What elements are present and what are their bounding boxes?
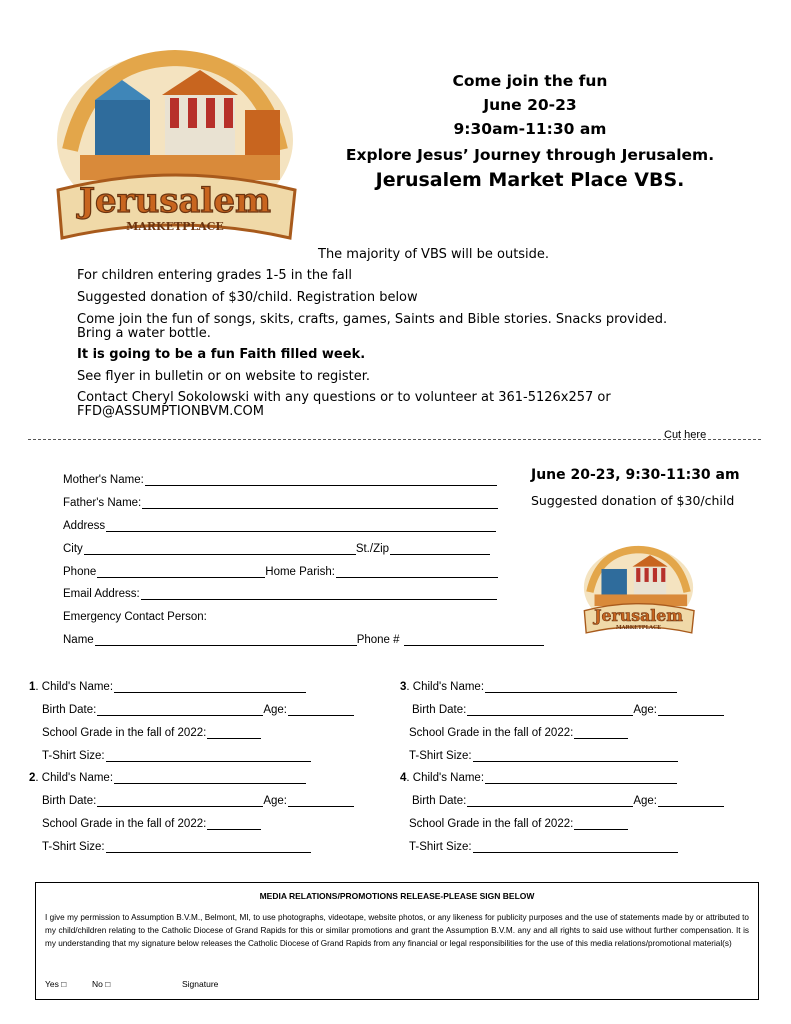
media-signature-label: Signature: [182, 979, 219, 989]
info-contact: Contact Cheryl Sokolowski with any questions or to volunteer at 361-5126x257 or: [77, 390, 611, 405]
child3-birth-label: Birth Date:: [412, 704, 467, 716]
header-line-1: Come join the fun: [452, 72, 608, 90]
child1-grade-field[interactable]: [42, 727, 261, 739]
child3-grade-field[interactable]: [409, 727, 628, 739]
header-title: Jerusalem Market Place VBS.: [375, 169, 685, 191]
side-donation: Suggested donation of $30/child: [531, 493, 735, 508]
media-yes-checkbox[interactable]: Yes □: [45, 979, 67, 989]
father-name-label: Father's Name:: [63, 497, 142, 509]
home-parish-label: Home Parish:: [265, 566, 335, 578]
city-label: City: [63, 543, 83, 555]
child1-name-label: . Child's Name:: [35, 681, 114, 693]
child1-grade-label: School Grade in the fall of 2022:: [42, 727, 207, 739]
child4-tshirt-field[interactable]: [409, 841, 678, 853]
child4-tshirt-label: T-Shirt Size:: [409, 841, 472, 853]
info-water: Bring a water bottle.: [77, 326, 211, 341]
phone-label: Phone: [63, 566, 97, 578]
child3-name-field[interactable]: [400, 681, 677, 693]
child3-tshirt-label: T-Shirt Size:: [409, 750, 472, 762]
info-flyer: See flyer in bulletin or on website to register.: [77, 369, 371, 384]
child2-grade-label: School Grade in the fall of 2022:: [42, 818, 207, 830]
child4-name-field[interactable]: [400, 772, 677, 784]
header-explore: Explore Jesus’ Journey through Jerusalem.: [345, 146, 715, 164]
child1-birth-label: Birth Date:: [42, 704, 97, 716]
child3-age-label: Age:: [633, 704, 657, 716]
side-dates: June 20-23, 9:30-11:30 am: [531, 467, 740, 483]
logo-text-main: Jerusalem: [78, 181, 272, 221]
child2-birth-label: Birth Date:: [42, 795, 97, 807]
child2-tshirt-label: T-Shirt Size:: [42, 841, 105, 853]
child2-name-label: . Child's Name:: [35, 772, 114, 784]
address-label: Address: [63, 520, 106, 532]
child1-tshirt-field[interactable]: [42, 750, 311, 762]
stzip-label: St./Zip: [355, 543, 390, 555]
mother-name-field[interactable]: [63, 474, 497, 486]
info-donation: Suggested donation of $30/child. Registration below: [77, 290, 418, 305]
child2-name-field[interactable]: [29, 772, 306, 784]
child4-name-label: . Child's Name:: [406, 772, 485, 784]
media-no-checkbox[interactable]: No □: [92, 979, 111, 989]
child3-grade-label: School Grade in the fall of 2022:: [409, 727, 574, 739]
emergency-contact-label: Emergency Contact Person:: [63, 611, 207, 623]
child2-tshirt-field[interactable]: [42, 841, 311, 853]
child2-grade-field[interactable]: [42, 818, 261, 830]
info-outside: The majority of VBS will be outside.: [318, 247, 550, 262]
emergency-phone-label: Phone #: [356, 634, 400, 646]
cut-line: [28, 439, 761, 440]
child1-name-field[interactable]: [29, 681, 306, 693]
logo-small-text-main: Jerusalem: [594, 605, 683, 625]
media-release-title: MEDIA RELATIONS/PROMOTIONS RELEASE-PLEASE SIGN BELOW: [259, 891, 535, 901]
info-fun: Come join the fun of songs, skits, crafts, games, Saints and Bible stories. Snacks provided.: [77, 312, 668, 327]
media-release-text: I give my permission to Assumption B.V.M., Belmont, MI, to use photographs, videotape, website photos, or any likeness for publicity purposes and the use of statements made by or attributed to my child/children relating to the Catholic Diocese of Grand Rapids for this or similar promotions and grant the Assumption B.V.M. any and all rights to said use without further compensation. It is my understanding that my signature below releases the Catholic Diocese of Grand Rapids from any financial or legal responsibilities for the use of this media relations/promotional material(s): [45, 913, 749, 948]
child1-tshirt-label: T-Shirt Size:: [42, 750, 105, 762]
child4-birth-field[interactable]: [412, 795, 724, 807]
logo-text-sub: MARKETPLACE: [126, 220, 224, 233]
address-field[interactable]: [63, 520, 496, 532]
child2-number: 2: [29, 772, 36, 784]
media-release-box: [35, 882, 759, 1000]
city-field[interactable]: [63, 543, 490, 555]
child4-grade-label: School Grade in the fall of 2022:: [409, 818, 574, 830]
header-dates: June 20-23: [483, 96, 577, 114]
child2-age-label: Age:: [263, 795, 287, 807]
logo-small-text-sub: MARKETPLACE: [615, 625, 662, 632]
logo-large: [40, 40, 310, 240]
mother-name-label: Mother's Name:: [63, 474, 144, 486]
child3-name-label: . Child's Name:: [406, 681, 485, 693]
info-faith: It is going to be a fun Faith filled week.: [77, 347, 366, 362]
child1-number: 1: [29, 681, 36, 693]
child1-birth-field[interactable]: [42, 704, 354, 716]
email-label: Email Address:: [63, 588, 140, 600]
child3-number: 3: [400, 681, 407, 693]
child3-tshirt-field[interactable]: [409, 750, 678, 762]
child4-birth-label: Birth Date:: [412, 795, 467, 807]
info-grades: For children entering grades 1-5 in the fall: [77, 268, 352, 283]
child1-age-label: Age:: [263, 704, 287, 716]
child4-grade-field[interactable]: [409, 818, 628, 830]
cut-here-label: Cut here: [664, 429, 707, 441]
info-email: FFD@ASSUMPTIONBVM.COM: [77, 404, 264, 419]
child4-number: 4: [400, 772, 407, 784]
header-time: 9:30am-11:30 am: [453, 120, 607, 138]
phone-field[interactable]: [63, 566, 498, 578]
father-name-field[interactable]: [63, 497, 498, 509]
child2-birth-field[interactable]: [42, 795, 354, 807]
child4-age-label: Age:: [633, 795, 657, 807]
emergency-name-label: Name: [63, 634, 94, 646]
child3-birth-field[interactable]: [412, 704, 724, 716]
logo-small: [576, 540, 701, 635]
email-field[interactable]: [63, 588, 497, 600]
emergency-name-field[interactable]: [63, 634, 544, 646]
